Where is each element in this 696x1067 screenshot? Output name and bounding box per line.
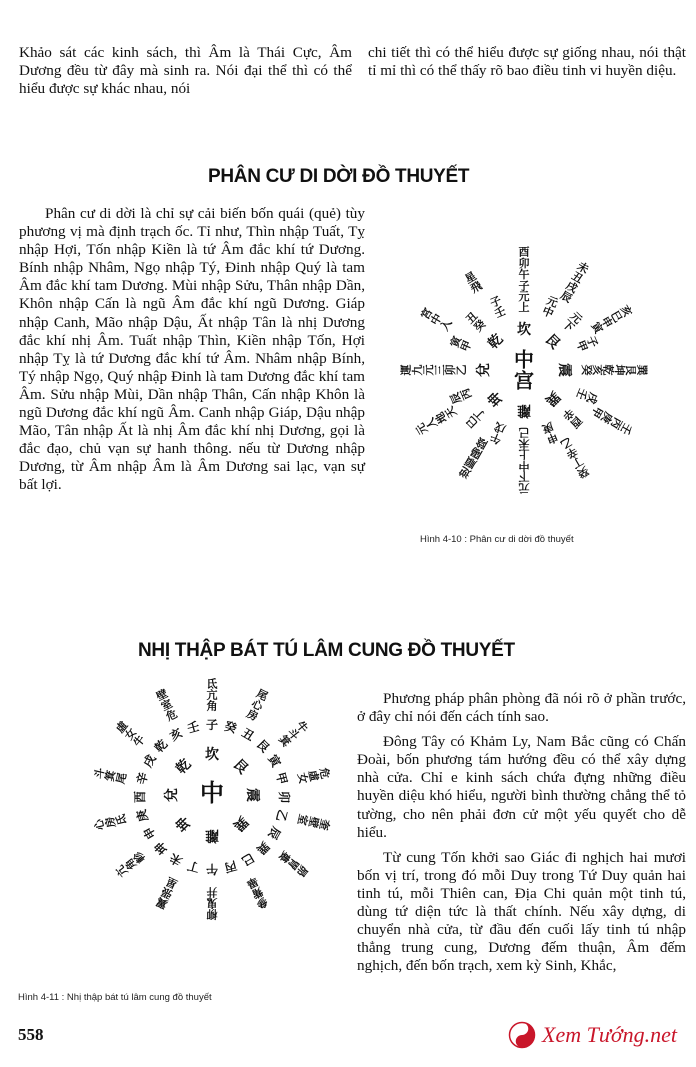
middle-ring-glyph-glyph: 乙 [455,364,469,376]
outer-ring-glyph-glyph: 人 [423,415,441,432]
outer-ring-glyph [91,766,129,785]
outer-ring-glyph-glyph: 鬼 [206,896,218,910]
middle-ring-glyph: 癸 [223,719,239,736]
middle-ring-glyph: 酉 [133,790,147,804]
middle-ring-glyph: 申 [140,824,159,842]
page-number: 558 [18,1025,44,1044]
outer-ring-glyph [519,448,530,496]
outer-ring-glyph-glyph: 壁 [305,815,321,829]
middle-ring-glyph-glyph: 寅 [447,334,465,350]
middle-ring-glyph [560,406,586,432]
middle-ring-glyph-glyph: 午 [488,429,504,447]
middle-ring-glyph: 壬 [185,719,201,736]
outer-ring-glyph-glyph: 尾 [113,771,130,786]
middle-ring-glyph-glyph: 甲 [573,338,590,354]
inner-ring-glyph: 坎 [205,747,219,763]
middle-ring-glyph-glyph: 癸 [579,364,593,376]
outer-ring-glyph-glyph: 運 [399,364,413,376]
middle-ring-glyph: 巳 [239,850,257,869]
outer-ring-glyph-glyph: 室 [294,812,311,827]
middle-ring-glyph-glyph: 辛 [559,405,577,423]
figure-4-10-diagram [399,245,649,495]
middle-ring-glyph-glyph: 卯 [443,364,457,376]
outer-ring-glyph-glyph: 未 [574,259,591,277]
outer-ring-glyph-glyph: 陽 [468,444,485,461]
outer-ring-glyph-glyph: 元 [422,364,436,376]
middle-ring-glyph [519,426,530,451]
outer-ring-glyph-glyph: 參 [254,894,270,912]
middle-ring-glyph [580,365,605,376]
middle-ring-glyph-glyph: 甲 [458,338,475,354]
outer-ring-glyph-glyph: 斗 [92,766,108,781]
middle-ring-glyph-glyph: 壬 [573,386,590,402]
outer-ring-glyph-glyph: 庚 [598,409,615,426]
outer-ring-glyph-glyph: 壬 [617,420,635,437]
outer-ring-glyph-glyph: 元 [518,481,530,495]
middle-ring-glyph-glyph: 巳 [463,413,481,431]
center-glyph: 宫 [514,368,534,393]
outer-ring-glyph-glyph: 氐 [206,677,218,691]
inner-ring-glyph: 艮 [541,331,563,353]
middle-ring-glyph: 午 [205,862,219,876]
middle-ring-glyph-glyph: 戊 [492,419,508,436]
section2-paragraph-1: Phương pháp phân phòng đã nói rõ ở phần trước, ở đây chỉ nói đến cách tính sao. [357,690,686,726]
outer-ring-glyph [91,812,129,832]
middle-ring-glyph-glyph: 庚 [540,419,556,436]
middle-ring-glyph [540,293,560,321]
outer-ring-glyph-glyph: 戌 [563,279,580,296]
middle-ring-glyph-glyph: 辰 [447,390,465,406]
outer-ring-glyph-glyph: 三 [433,364,447,376]
outer-ring-glyph-glyph: 角 [122,855,140,873]
outer-ring-glyph-glyph: 順 [462,453,479,471]
middle-ring-glyph-glyph: 中 [540,304,556,321]
outer-ring-glyph-glyph: 畢 [244,874,261,891]
middle-ring-glyph-glyph: 下 [559,317,577,335]
middle-ring-glyph: 戌 [140,752,159,770]
inner-ring-glyph: 兌 [164,788,180,802]
middle-ring-glyph: 亥 [167,725,185,744]
outer-ring-glyph-glyph: 午 [518,268,530,282]
outer-ring-glyph-glyph: 軫 [130,848,148,866]
middle-ring-glyph-glyph: 壬 [492,304,508,321]
outer-ring-glyph-glyph: 亥 [617,303,635,320]
outer-ring-glyph-glyph: 房 [244,707,261,724]
outer-ring-glyph [276,718,311,749]
outer-ring-glyph-glyph: 箕 [276,732,294,750]
middle-ring-glyph: 辰 [265,824,284,842]
middle-ring-glyph [443,365,468,376]
inner-ring-glyph: 兌 [476,363,492,377]
outer-ring-glyph-glyph: 艮 [624,364,638,376]
inner-ring-glyph: 艮 [229,756,251,778]
top-left-paragraph: Khảo sát các kinh sách, thì Âm là Thái Cực, Âm Dương đều từ đây mà sinh ra. Nói đại thể thì có thể hiểu được sự khác nhau, nói [19,44,352,98]
outer-ring-glyph-glyph: 亢 [113,862,131,880]
outer-ring-glyph-glyph: 辛 [563,444,580,461]
middle-ring-glyph: 乙 [273,808,290,824]
outer-ring-glyph-glyph: 陰 [473,434,490,452]
section-heading-phan-cu: PHÂN CƯ DI DỜI ĐỒ THUYẾT [208,166,470,187]
middle-ring-glyph: 寅 [265,752,284,770]
outer-ring-glyph [207,885,218,921]
outer-ring-glyph-glyph: 上 [518,447,530,461]
center-glyph: 中 [200,779,224,807]
middle-ring-glyph: 辛 [134,770,151,786]
outer-ring-glyph-glyph: 張 [159,884,175,901]
middle-ring-glyph: 卯 [277,790,291,804]
middle-ring-glyph: 坤 [151,838,171,858]
outer-ring-glyph-glyph: 子 [518,279,530,293]
outer-ring-glyph-glyph: 丁 [569,453,586,471]
middle-ring-glyph-glyph: 元 [518,289,530,303]
middle-ring-glyph: 丑 [239,725,257,744]
outer-ring-glyph [399,365,447,377]
outer-ring-glyph-glyph: 危 [163,707,180,724]
outer-ring-glyph-glyph: 虛 [305,769,321,783]
middle-ring-glyph: 巽 [253,838,273,858]
outer-ring-glyph-glyph: 飛 [468,279,485,296]
outer-ring-glyph-glyph: 地 [433,409,450,426]
center-glyph: 中 [514,347,534,372]
middle-ring-glyph [574,334,601,353]
middle-ring-glyph-glyph: 己 [518,425,530,439]
outer-ring-glyph [113,848,148,879]
outer-ring-glyph [418,305,455,333]
middle-ring-glyph: 子 [205,718,219,732]
yin-yang-icon [508,1021,536,1049]
outer-ring-glyph-glyph: 宮 [418,305,436,322]
section-heading-nhi-thap: NHỊ THẬP BÁT TÚ LÂM CUNG ĐỒ THUYẾT [138,640,515,661]
middle-ring-glyph: 艮 [253,736,273,756]
outer-ring-glyph-glyph: 虛 [113,718,131,736]
outer-ring-glyph-glyph: 心 [92,817,108,832]
outer-ring-glyph-glyph: 卯 [518,256,530,270]
outer-ring-glyph-glyph: 亢 [206,688,218,702]
outer-ring-glyph-glyph: 癸 [574,463,591,481]
middle-ring-glyph [540,420,560,448]
middle-ring-glyph-glyph: 子 [488,293,504,311]
middle-ring-glyph [560,309,586,335]
inner-ring-glyph: 離 [205,827,219,843]
figure-4-10 [399,245,649,495]
outer-ring-glyph-glyph: 丑 [569,269,586,287]
outer-ring-glyph [558,435,591,482]
outer-ring-glyph-glyph: 胃 [284,855,302,873]
inner-ring-glyph: 離 [517,402,531,418]
middle-ring-glyph-glyph: 丁 [471,405,489,423]
middle-ring-glyph-glyph: 申 [544,429,560,447]
outer-ring-glyph [413,404,460,437]
inner-ring-glyph: 坤 [173,812,195,834]
outer-ring-glyph-glyph: 牛 [293,718,311,736]
outer-ring-glyph-glyph: 巳 [607,308,625,325]
middle-ring-glyph [519,289,530,314]
outer-ring-glyph [154,686,180,724]
top-right-paragraph: chi tiết thì có thể hiểu được sự giống nhau, nói thật tỉ mỉ thì có thể thấy rõ bao điều tinh vi huyền diệu. [368,44,686,80]
outer-ring-glyph [295,813,333,832]
inner-ring-glyph: 震 [556,363,572,377]
inner-ring-glyph: 乾 [173,756,195,778]
middle-ring-glyph-glyph: 戌 [583,390,601,406]
outer-ring-glyph-glyph: 元 [413,420,431,437]
outer-ring-glyph-glyph: 壁 [154,686,170,704]
outer-ring-glyph-glyph: 九 [410,364,424,376]
section1-body [19,205,365,495]
outer-ring-glyph [589,404,636,437]
logo-text: Xem Tướng.net [542,1022,677,1047]
outer-ring-glyph-glyph: 柳 [206,907,218,921]
inner-ring-glyph: 巽 [541,387,563,409]
outer-ring-glyph-glyph: 婁 [276,848,294,866]
middle-ring-glyph: 丁 [185,858,201,875]
figure-4-11 [88,677,336,923]
section2-paragraph-2: Đông Tây có Khảm Ly, Nam Bắc cũng có Chấn Đoài, bốn phương tám hướng đều có thể xây dựng nhà cửa. Chỉ e kinh sách chứa đựng những điều huyền diệu khó hiểu, người bình thường chẳng thể tỏ tường, cho nên phải đơn cử một yếu quyết cho dễ hiểu. [357,733,686,841]
middle-ring-glyph [488,294,507,321]
outer-ring-glyph-glyph: 坤 [612,364,626,376]
inner-ring-glyph: 坎 [517,322,531,338]
figure-4-11-diagram [88,677,336,923]
outer-ring-glyph-glyph: 乾 [601,364,615,376]
outer-ring-glyph [602,365,650,377]
outer-ring-glyph [207,676,219,712]
middle-ring-glyph [447,333,475,354]
inner-ring-glyph: 震 [244,788,260,802]
middle-ring-glyph [488,420,508,448]
middle-ring-glyph-glyph: 子 [583,334,601,350]
outer-ring-glyph-glyph: 危 [316,766,332,781]
outer-ring-glyph-glyph: 巽 [635,364,649,376]
outer-ring-glyph [244,686,271,724]
outer-ring-glyph [276,848,311,879]
middle-ring-glyph [463,309,488,334]
outer-ring-glyph [295,766,333,785]
outer-ring-glyph [519,245,530,293]
middle-ring-glyph: 丙 [223,858,239,875]
inner-ring-glyph: 乾 [485,331,507,353]
outer-ring-glyph-glyph: 心 [249,697,265,714]
outer-ring-glyph-glyph: 乙 [558,434,575,452]
outer-ring-glyph-glyph: 星 [462,269,479,287]
section2-body [357,690,686,975]
section2-paragraph-3: Từ cung Tốn khởi sao Giác đi nghịch hai mươi bốn vị trí, trong đó mỗi Duy trong Tứ Duy quản hai tinh tú, mỗi Thiên can, Địa Chi quản một tinh tú, dùng tứ diện tức là thất chính. Nếu xây dựng, di chuyển nhà cửa, từ đầu đến cuối lấy tinh tú nhập thẳng trung cung, Dương đếm thuận, Âm đếm nghịch, đến bốn trạch, xem kỳ Sinh, Khắc, [357,848,686,975]
middle-ring-glyph-glyph: 上 [518,301,530,315]
outer-ring-glyph-glyph: 女 [294,771,311,786]
outer-ring-glyph-glyph: 角 [206,699,218,713]
inner-ring-glyph: 巽 [229,812,251,834]
middle-ring-glyph-glyph: 丑 [463,309,481,327]
middle-ring-glyph-glyph: 癸 [471,317,489,335]
middle-ring-glyph: 甲 [273,770,290,786]
middle-ring-glyph: 未 [167,850,185,869]
outer-ring-glyph-glyph: 女 [122,725,140,743]
outer-ring-glyph-glyph: 中 [518,458,530,472]
outer-ring-glyph-glyph: 星 [163,874,180,891]
outer-ring-glyph-glyph: 箕 [103,769,119,783]
middle-ring-glyph-glyph: 酉 [567,413,585,431]
middle-ring-glyph: 庚 [134,808,151,824]
outer-ring-glyph-glyph: 房 [103,815,119,829]
outer-ring-glyph [244,874,270,912]
middle-ring-glyph-glyph: 元 [544,293,560,311]
outer-ring-glyph-glyph: 辰 [558,288,575,306]
outer-ring-glyph-glyph: 井 [206,885,218,899]
outer-ring-glyph-glyph: 酉 [518,245,530,259]
outer-ring-glyph [558,259,591,306]
middle-ring-glyph-glyph: 丙 [458,386,475,402]
outer-ring-glyph-glyph: 觜 [249,884,265,901]
outer-ring-glyph-glyph: 斗 [284,725,302,743]
figure-4-10-caption: Hình 4-10 : Phân cư di dời đồ thuyết [420,534,574,545]
middle-ring-glyph-glyph: 元 [567,309,585,327]
outer-ring-glyph-glyph: 寅 [588,319,606,336]
middle-ring-glyph: 乾 [151,736,171,756]
section1-paragraph: Phân cư di dời là chỉ sự cải biến bốn quái (quẻ) tùy phương vị mà định trạch ốc. Tỉ như, Thìn nhập Tuất, Tỵ nhập Hợi, Tốn nhập Kiền là tứ Âm đắc khí tứ Dương. Bính nhập Nhâm, Ngọ nhập Tý, Đinh nhập Quý là tam Âm đắc khí tam Dương. Mùi nhập Sửu, Thân nhập Dần, Khôn nhập Cấn là ngũ Âm đắc khí ngũ Dương. Giáp nhập Canh, Mão nhập Dậu, Ất nhập Tân là nhị Dương đắc khí nhị Âm. Tuất nhập Thìn, Kiền nhập Tốn, Hợi nhập Tỵ là tứ Dương đắc khí tứ Âm. Nhâm nhập Bính, Tý nhập Ngọ, Quý nhập Đinh là tam Dương đắc khí tam Âm. Sửu nhập Mùi, Dần nhập Thân, Cấn nhập Khôn là ngũ Dương đắc khí ngũ Âm. Canh nhập Giáp, Dậu nhập Mão, Tân nhập Ất là nhị Âm đắc khí nhị Dương, gọi là đắc đạo, chủ vạn sự hanh thông. nếu từ Dương nhập Dương, từ Âm nhập Âm là Âm Dương sai lạc, vạn sự bất lợi. [19,205,365,494]
figure-4-11-caption: Hình 4-11 : Nhị thập bát tú lâm cung đồ thuyết [18,992,212,1003]
outer-ring-glyph-glyph: 丙 [607,415,625,432]
middle-ring-glyph [463,406,488,431]
outer-ring-glyph-glyph: 下 [518,470,530,484]
middle-ring-glyph [574,386,602,406]
outer-ring-glyph-glyph: 中 [428,311,445,328]
outer-ring-glyph-glyph: 奎 [316,817,332,832]
middle-ring-glyph-glyph: 未 [518,437,530,451]
outer-ring-glyph-glyph: 甲 [588,404,606,421]
outer-ring-glyph [462,268,484,295]
outer-ring-glyph-glyph: 牛 [130,732,148,750]
outer-ring-glyph [589,303,636,337]
outer-ring-glyph-glyph: 申 [598,314,615,331]
middle-ring-glyph-glyph: 亥 [591,364,605,376]
middle-ring-glyph [447,386,475,406]
outer-ring-glyph-glyph: 天 [442,404,460,421]
outer-ring-glyph-glyph: 翼 [154,894,170,912]
outer-ring-glyph-glyph: 昴 [293,862,311,880]
inner-ring-glyph: 坤 [485,387,507,409]
outer-ring-glyph-glyph: 入 [437,317,455,334]
outer-ring-glyph [457,435,490,482]
site-logo[interactable] [508,1010,688,1060]
outer-ring-glyph [113,718,148,749]
outer-ring-glyph-glyph: 逆 [457,463,474,481]
outer-ring-glyph-glyph: 氐 [113,812,130,827]
outer-ring-glyph-glyph: 尾 [254,686,270,704]
outer-ring-glyph [153,874,180,912]
outer-ring-glyph-glyph: 室 [159,697,175,714]
